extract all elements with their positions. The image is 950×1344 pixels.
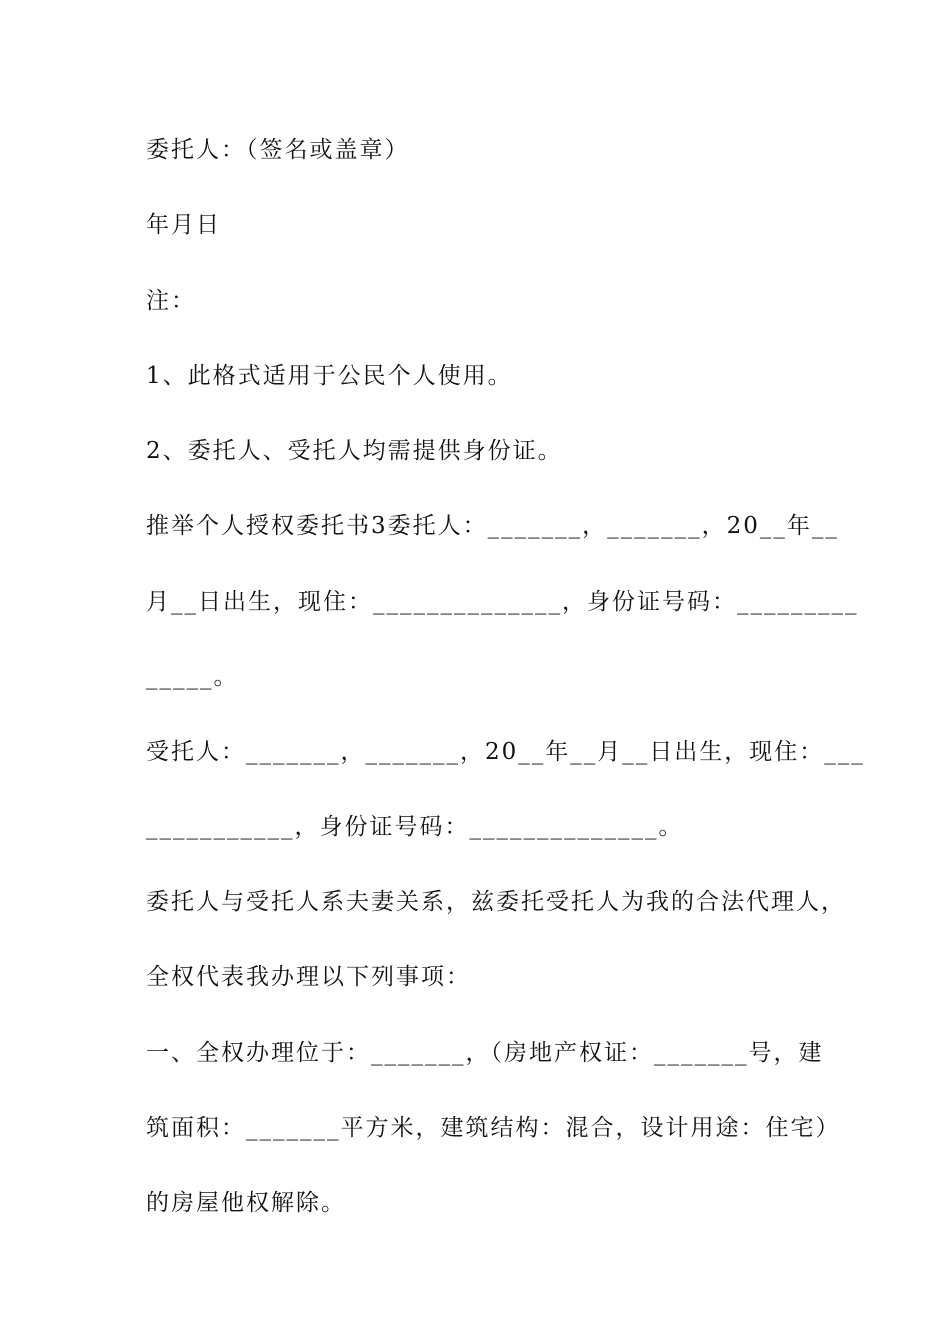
matter-item-1-line-3: 的房屋他权解除。 (146, 1190, 346, 1216)
note-item-1: 1、此格式适用于公民个人使用。 (146, 363, 513, 389)
note-item-2: 2、委托人、受托人均需提供身份证。 (146, 438, 563, 464)
agent-info-line-1: 受托人：_______，_______，20__年__月__日出生，现住：___ (146, 739, 865, 765)
matter-item-1-line-2: 筑面积：_______平方米，建筑结构：混合，设计用途：住宅） (146, 1115, 841, 1141)
note-heading: 注： (146, 288, 196, 314)
principal-info-line-1: 推举个人授权委托书3委托人：_______，_______，20__年__ (146, 513, 839, 539)
principal-info-line-2: 月__日出生，现住：______________，身份证号码：_________ (146, 589, 859, 615)
relationship-statement-line-1: 委托人与受托人系夫妻关系，兹委托受托人为我的合法代理人， (146, 889, 846, 915)
principal-info-line-3: _____。 (146, 664, 239, 690)
agent-info-line-2: ___________，身份证号码：______________。 (146, 814, 684, 840)
relationship-statement-line-2: 全权代表我办理以下列事项： (146, 964, 471, 990)
date-line: 年月日 (146, 212, 221, 238)
matter-item-1-line-1: 一、全权办理位于：_______，（房地产权证：_______号，建 (146, 1040, 824, 1066)
principal-signature-line: 委托人：（签名或盖章） (146, 137, 410, 163)
